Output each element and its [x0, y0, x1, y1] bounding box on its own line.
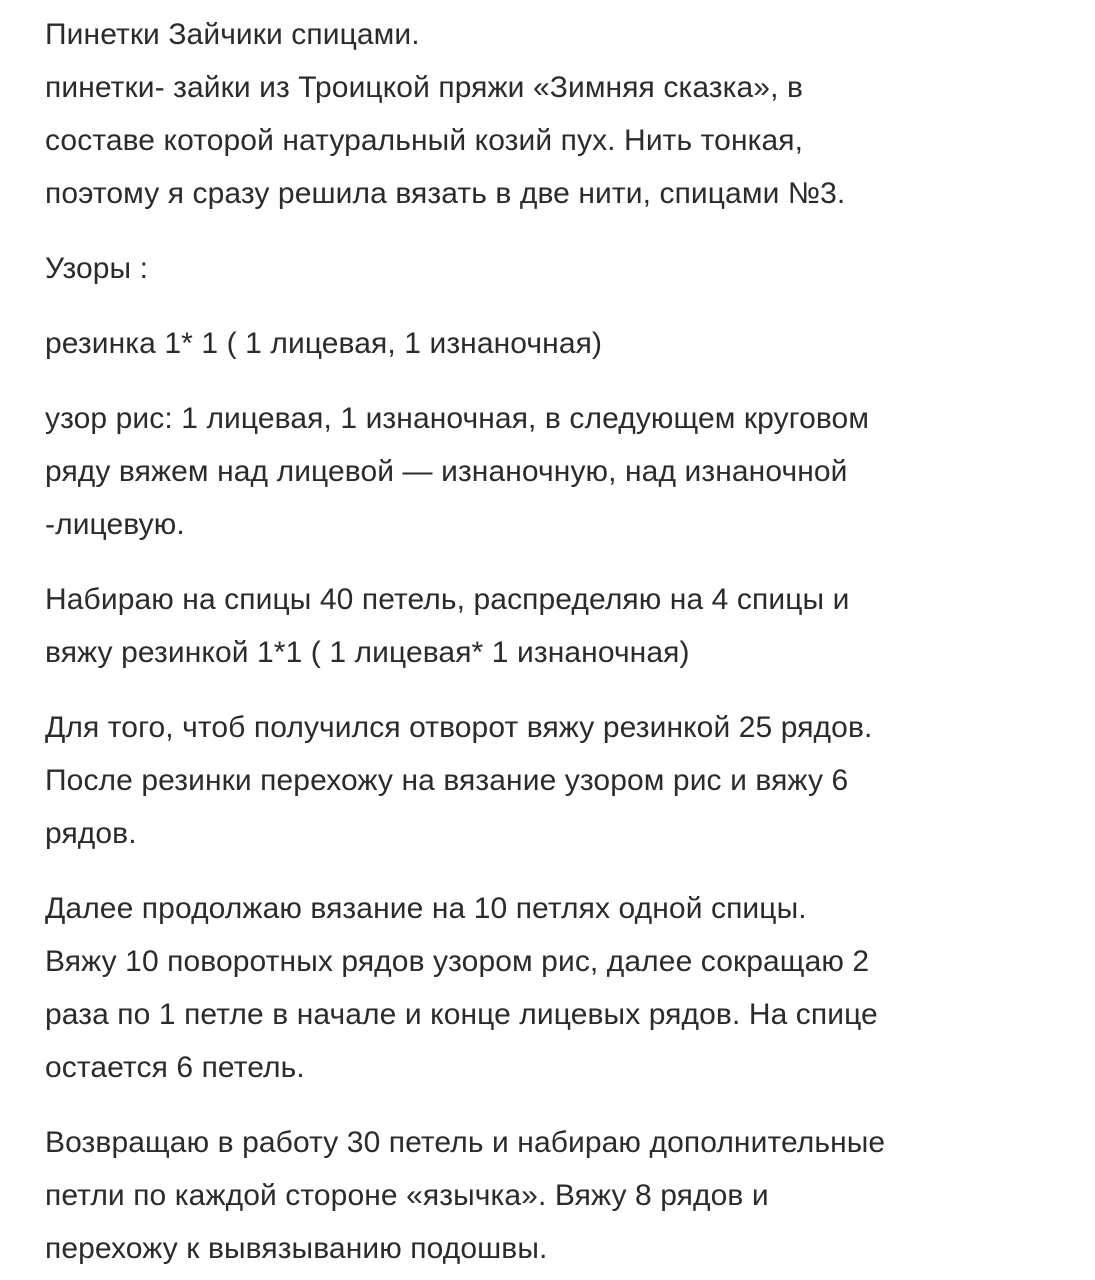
cast-on-paragraph: Набираю на спицы 40 петель, распределяю на 4 спицы и вяжу резинкой 1*1 ( 1 лицевая* 1 изнаночная) [45, 583, 850, 669]
cuff-paragraph: Для того, чтоб получился отворот вяжу резинкой 25 рядов. После резинки перехожу на вязание узором рис и вяжу 6 рядов. [45, 711, 873, 850]
sole-paragraph: Возвращаю в работу 30 петель и набираю дополнительные петли по каждой стороне «язычка». Вяжу 8 рядов и перехожу к вывязыванию подошвы. [45, 1126, 886, 1265]
intro-paragraph: Пинетки Зайчики спицами. пинетки- зайки из Троицкой пряжи «Зимняя сказка», в составе которой натуральный козий пух. Нить тонкая, поэтому я сразу решила вязать в две нити, спицами №3. [45, 18, 846, 210]
tongue-paragraph: Далее продолжаю вязание на 10 петлях одной спицы. Вяжу 10 поворотных рядов узором рис, далее сокращаю 2 раза по 1 петле в начале и конце лицевых рядов. На спице остается 6 петель. [45, 892, 878, 1084]
document-body [45, 8, 1085, 1275]
rib-pattern-paragraph: резинка 1* 1 ( 1 лицевая, 1 изнаночная) [45, 327, 603, 360]
rice-pattern-paragraph: узор рис: 1 лицевая, 1 изнаночная, в следующем круговом ряду вяжем над лицевой — изнаночную, над изнаночной -лицевую. [45, 402, 870, 541]
patterns-heading: Узоры : [45, 252, 149, 285]
